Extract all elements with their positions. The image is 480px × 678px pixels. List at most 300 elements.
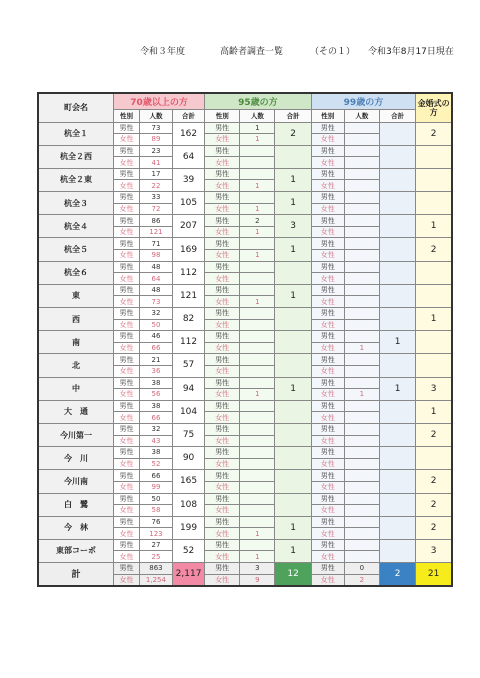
table-row <box>38 145 452 157</box>
male-count-95 <box>240 145 275 157</box>
female-label: 女性 <box>205 180 240 192</box>
male-label: 男性 <box>311 192 344 204</box>
total-95 <box>275 470 311 493</box>
male-count-95 <box>240 261 275 273</box>
table-row <box>38 354 452 366</box>
fiscal-year: 令和３年度 <box>140 47 186 57</box>
golden-wedding-count <box>416 192 452 215</box>
female-label: 女性 <box>114 551 140 563</box>
table-row <box>38 215 452 227</box>
table-row <box>38 470 452 482</box>
male-count-95 <box>240 470 275 482</box>
male-count-95 <box>240 400 275 412</box>
male-label: 男性 <box>114 423 140 435</box>
total-female-95: 9 <box>240 574 275 586</box>
female-label: 女性 <box>114 273 140 285</box>
male-count-70: 46 <box>139 331 172 343</box>
male-label: 男性 <box>311 238 344 250</box>
female-label: 女性 <box>114 250 140 262</box>
male-count-70: 38 <box>139 377 172 389</box>
table-row <box>38 539 452 551</box>
total-99 <box>379 284 415 307</box>
female-count-70: 121 <box>139 226 172 238</box>
male-count-99 <box>344 331 379 343</box>
golden-wedding-count <box>416 145 452 168</box>
male-count-70: 50 <box>139 493 172 505</box>
female-count-99 <box>344 203 379 215</box>
total-male-70: 863 <box>139 563 172 575</box>
total-99 <box>379 215 415 238</box>
male-count-70: 48 <box>139 261 172 273</box>
female-label: 女性 <box>205 365 240 377</box>
female-count-70: 123 <box>139 528 172 540</box>
male-count-95 <box>240 493 275 505</box>
female-count-70: 25 <box>139 551 172 563</box>
golden-wedding-count <box>416 284 452 307</box>
male-label: 男性 <box>114 122 140 134</box>
male-count-95 <box>240 331 275 343</box>
golden-wedding-count: 1 <box>416 215 452 238</box>
male-label: 男性 <box>205 354 240 366</box>
female-label: 女性 <box>205 134 240 146</box>
male-label: 男性 <box>311 261 344 273</box>
town-name: 今川第一 <box>38 423 114 446</box>
grand-total-95: 12 <box>275 563 311 586</box>
female-label: 女性 <box>311 505 344 517</box>
female-label: 女性 <box>114 458 140 470</box>
male-label: 男性 <box>114 493 140 505</box>
female-label: 女性 <box>311 203 344 215</box>
female-count-95: 1 <box>240 134 275 146</box>
male-count-99 <box>344 377 379 389</box>
town-name: 杭全６ <box>38 261 114 284</box>
male-label: 男性 <box>114 354 140 366</box>
female-label: 女性 <box>311 319 344 331</box>
male-count-95 <box>240 308 275 320</box>
table-row <box>38 308 452 320</box>
female-label: 女性 <box>311 157 344 169</box>
male-label: 男性 <box>311 308 344 320</box>
total-99: 1 <box>379 331 415 354</box>
female-label: 女性 <box>114 342 140 354</box>
male-count-99 <box>344 122 379 134</box>
total-female-70: 1,254 <box>139 574 172 586</box>
female-count-95: 1 <box>240 226 275 238</box>
male-label: 男性 <box>114 377 140 389</box>
male-label: 男性 <box>114 308 140 320</box>
table-row <box>38 400 452 412</box>
female-label: 女性 <box>114 296 140 308</box>
total-70: 108 <box>173 493 205 516</box>
elderly-survey-table <box>37 92 453 587</box>
male-count-99 <box>344 192 379 204</box>
female-count-95: 1 <box>240 528 275 540</box>
female-label: 女性 <box>311 226 344 238</box>
male-count-70: 38 <box>139 447 172 459</box>
table-row <box>38 516 452 528</box>
total-70: 64 <box>173 145 205 168</box>
total-99 <box>379 261 415 284</box>
male-label: 男性 <box>114 215 140 227</box>
town-name: 今 川 <box>38 447 114 470</box>
total-99 <box>379 539 415 562</box>
female-label: 女性 <box>205 551 240 563</box>
gender-header: 性別 <box>311 109 344 122</box>
table-row <box>38 284 452 296</box>
female-label: 女性 <box>311 481 344 493</box>
male-count-70: 71 <box>139 238 172 250</box>
female-count-99 <box>344 226 379 238</box>
total-95 <box>275 145 311 168</box>
golden-wedding-count: 2 <box>416 493 452 516</box>
female-count-95: 1 <box>240 296 275 308</box>
female-label: 女性 <box>205 412 240 424</box>
female-label: 女性 <box>311 389 344 401</box>
female-label: 女性 <box>114 412 140 424</box>
total-95 <box>275 447 311 470</box>
total-99 <box>379 516 415 539</box>
male-label: 男性 <box>205 423 240 435</box>
town-name: 杭全１ <box>38 122 114 145</box>
golden-wedding-count: 2 <box>416 122 452 145</box>
total-70: 104 <box>173 400 205 423</box>
female-count-99 <box>344 481 379 493</box>
female-label: 女性 <box>205 342 240 354</box>
town-name: 南 <box>38 331 114 354</box>
total-99 <box>379 354 415 377</box>
female-count-70: 22 <box>139 180 172 192</box>
town-name: 北 <box>38 354 114 377</box>
total-99 <box>379 423 415 446</box>
table-row <box>38 377 452 389</box>
male-label: 男性 <box>311 331 344 343</box>
male-label: 男性 <box>205 377 240 389</box>
male-label: 男性 <box>114 400 140 412</box>
male-count-70: 38 <box>139 400 172 412</box>
female-count-99 <box>344 412 379 424</box>
count-header: 人数 <box>344 109 379 122</box>
town-name: 杭全２東 <box>38 168 114 191</box>
total-70: 169 <box>173 238 205 261</box>
female-count-99 <box>344 319 379 331</box>
male-count-70: 32 <box>139 423 172 435</box>
total-70: 75 <box>173 423 205 446</box>
female-count-70: 52 <box>139 458 172 470</box>
total-99 <box>379 493 415 516</box>
female-label: 女性 <box>205 226 240 238</box>
male-label: 男性 <box>205 168 240 180</box>
total-99 <box>379 470 415 493</box>
male-count-95 <box>240 354 275 366</box>
total-99 <box>379 168 415 191</box>
female-count-99 <box>344 296 379 308</box>
female-count-95 <box>240 319 275 331</box>
total-70: 121 <box>173 284 205 307</box>
female-label: 女性 <box>114 528 140 540</box>
male-count-70: 86 <box>139 215 172 227</box>
town-name: 中 <box>38 377 114 400</box>
total-99 <box>379 145 415 168</box>
grand-total-golden-wedding: 21 <box>416 563 452 586</box>
total-label: 計 <box>38 563 114 586</box>
female-count-99 <box>344 273 379 285</box>
table-row <box>38 192 452 204</box>
total-95 <box>275 261 311 284</box>
female-count-95 <box>240 458 275 470</box>
total-95 <box>275 308 311 331</box>
male-count-70: 76 <box>139 516 172 528</box>
female-count-70: 58 <box>139 505 172 517</box>
male-label: 男性 <box>311 145 344 157</box>
female-count-99: 1 <box>344 342 379 354</box>
male-label: 男性 <box>311 215 344 227</box>
female-label: 女性 <box>205 273 240 285</box>
female-count-99 <box>344 134 379 146</box>
total-95 <box>275 423 311 446</box>
female-label: 女性 <box>114 319 140 331</box>
golden-wedding-count: 3 <box>416 377 452 400</box>
total-99 <box>379 238 415 261</box>
female-count-95 <box>240 342 275 354</box>
town-name: 杭全３ <box>38 192 114 215</box>
total-99 <box>379 308 415 331</box>
female-label: 女性 <box>114 435 140 447</box>
total-70: 90 <box>173 447 205 470</box>
female-label: 女性 <box>205 528 240 540</box>
female-count-99 <box>344 458 379 470</box>
total-header: 合計 <box>379 109 415 122</box>
female-label: 女性 <box>114 505 140 517</box>
table-row <box>38 447 452 459</box>
male-count-70: 17 <box>139 168 172 180</box>
female-count-95 <box>240 157 275 169</box>
golden-wedding-count <box>416 354 452 377</box>
total-header: 合計 <box>275 109 311 122</box>
female-label: 女性 <box>311 574 344 586</box>
male-label: 男性 <box>205 145 240 157</box>
table-row <box>38 331 452 343</box>
town-name: 東 <box>38 284 114 307</box>
male-count-70: 66 <box>139 470 172 482</box>
female-label: 女性 <box>311 551 344 563</box>
female-count-95: 1 <box>240 180 275 192</box>
male-count-99 <box>344 308 379 320</box>
total-95: 1 <box>275 284 311 307</box>
male-count-95 <box>240 423 275 435</box>
female-count-70: 98 <box>139 250 172 262</box>
male-label: 男性 <box>205 122 240 134</box>
female-count-99 <box>344 157 379 169</box>
female-label: 女性 <box>311 365 344 377</box>
grand-total-99: 2 <box>379 563 415 586</box>
female-label: 女性 <box>311 458 344 470</box>
total-70: 105 <box>173 192 205 215</box>
golden-wedding-count <box>416 331 452 354</box>
male-label: 男性 <box>311 354 344 366</box>
female-count-99 <box>344 505 379 517</box>
total-99 <box>379 192 415 215</box>
female-count-95 <box>240 435 275 447</box>
male-count-95 <box>240 284 275 296</box>
male-count-99 <box>344 493 379 505</box>
male-label: 男性 <box>311 122 344 134</box>
male-count-99 <box>344 238 379 250</box>
male-count-99 <box>344 447 379 459</box>
male-count-99 <box>344 284 379 296</box>
male-label: 男性 <box>205 308 240 320</box>
group-95-header: 95歳の方 <box>205 93 312 109</box>
document-title: 高齢者調査一覧 <box>220 47 284 57</box>
total-70: 39 <box>173 168 205 191</box>
group-70-header: 70歳以上の方 <box>114 93 205 109</box>
female-label: 女性 <box>205 481 240 493</box>
male-count-70: 33 <box>139 192 172 204</box>
total-99: 1 <box>379 377 415 400</box>
total-95: 1 <box>275 192 311 215</box>
female-count-70: 56 <box>139 389 172 401</box>
male-count-95 <box>240 192 275 204</box>
female-label: 女性 <box>114 226 140 238</box>
male-label: 男性 <box>114 539 140 551</box>
female-count-70: 41 <box>139 157 172 169</box>
total-95: 1 <box>275 516 311 539</box>
male-count-70: 21 <box>139 354 172 366</box>
total-95: 1 <box>275 377 311 400</box>
male-count-70: 48 <box>139 284 172 296</box>
count-header: 人数 <box>139 109 172 122</box>
total-99 <box>379 400 415 423</box>
total-95 <box>275 493 311 516</box>
female-count-95 <box>240 412 275 424</box>
female-count-70: 50 <box>139 319 172 331</box>
male-count-95 <box>240 238 275 250</box>
total-female-99: 2 <box>344 574 379 586</box>
total-95: 3 <box>275 215 311 238</box>
female-count-95 <box>240 365 275 377</box>
golden-wedding-count: 2 <box>416 470 452 493</box>
female-count-99 <box>344 528 379 540</box>
female-label: 女性 <box>205 505 240 517</box>
female-count-70: 89 <box>139 134 172 146</box>
male-label: 男性 <box>205 192 240 204</box>
female-label: 女性 <box>205 157 240 169</box>
town-name: 杭全５ <box>38 238 114 261</box>
male-label: 男性 <box>114 516 140 528</box>
male-count-95 <box>240 447 275 459</box>
golden-wedding-count: 1 <box>416 400 452 423</box>
female-count-99 <box>344 180 379 192</box>
total-70: 165 <box>173 470 205 493</box>
male-label: 男性 <box>114 447 140 459</box>
gender-header: 性別 <box>114 109 140 122</box>
part-label: （その１） <box>310 47 356 57</box>
golden-wedding-count: 3 <box>416 539 452 562</box>
total-70: 112 <box>173 331 205 354</box>
total-row <box>38 563 452 575</box>
male-count-99 <box>344 516 379 528</box>
female-label: 女性 <box>205 389 240 401</box>
male-count-95 <box>240 168 275 180</box>
total-male-99: 0 <box>344 563 379 575</box>
male-count-99 <box>344 215 379 227</box>
male-count-99 <box>344 423 379 435</box>
female-count-95 <box>240 481 275 493</box>
male-label: 男性 <box>114 261 140 273</box>
male-count-70: 73 <box>139 122 172 134</box>
male-label: 男性 <box>205 238 240 250</box>
male-count-99 <box>344 261 379 273</box>
total-70: 94 <box>173 377 205 400</box>
male-label: 男性 <box>311 447 344 459</box>
male-count-95 <box>240 539 275 551</box>
total-header: 合計 <box>173 109 205 122</box>
golden-wedding-count: 1 <box>416 308 452 331</box>
female-label: 女性 <box>114 203 140 215</box>
male-label: 男性 <box>205 331 240 343</box>
total-70: 57 <box>173 354 205 377</box>
gender-header: 性別 <box>205 109 240 122</box>
table-row <box>38 168 452 180</box>
male-label: 男性 <box>205 447 240 459</box>
town-name: 今 林 <box>38 516 114 539</box>
female-label: 女性 <box>311 412 344 424</box>
female-label: 女性 <box>311 342 344 354</box>
golden-wedding-count <box>416 168 452 191</box>
male-label: 男性 <box>114 284 140 296</box>
female-count-99 <box>344 435 379 447</box>
male-label: 男性 <box>114 563 140 575</box>
grand-total-70: 2,117 <box>173 563 205 586</box>
female-label: 女性 <box>114 389 140 401</box>
male-label: 男性 <box>311 377 344 389</box>
male-label: 男性 <box>114 168 140 180</box>
count-header: 人数 <box>240 109 275 122</box>
female-label: 女性 <box>114 574 140 586</box>
total-male-95: 3 <box>240 563 275 575</box>
total-95: 2 <box>275 122 311 145</box>
total-95: 1 <box>275 238 311 261</box>
total-95 <box>275 400 311 423</box>
male-count-99 <box>344 145 379 157</box>
male-count-99 <box>344 470 379 482</box>
male-label: 男性 <box>311 400 344 412</box>
male-count-99 <box>344 400 379 412</box>
female-label: 女性 <box>114 157 140 169</box>
female-label: 女性 <box>311 435 344 447</box>
male-count-95 <box>240 516 275 528</box>
female-count-70: 66 <box>139 342 172 354</box>
male-label: 男性 <box>311 168 344 180</box>
female-count-70: 66 <box>139 412 172 424</box>
male-count-99 <box>344 168 379 180</box>
male-count-99 <box>344 539 379 551</box>
town-name: 西 <box>38 308 114 331</box>
golden-wedding-header: 金婚式の 方 <box>416 93 452 122</box>
female-label: 女性 <box>311 134 344 146</box>
female-label: 女性 <box>205 250 240 262</box>
female-count-95: 1 <box>240 551 275 563</box>
total-95 <box>275 354 311 377</box>
male-label: 男性 <box>205 563 240 575</box>
male-label: 男性 <box>205 470 240 482</box>
female-label: 女性 <box>205 203 240 215</box>
female-count-95: 1 <box>240 389 275 401</box>
female-count-70: 36 <box>139 365 172 377</box>
total-70: 52 <box>173 539 205 562</box>
female-count-70: 73 <box>139 296 172 308</box>
male-label: 男性 <box>311 423 344 435</box>
total-70: 112 <box>173 261 205 284</box>
